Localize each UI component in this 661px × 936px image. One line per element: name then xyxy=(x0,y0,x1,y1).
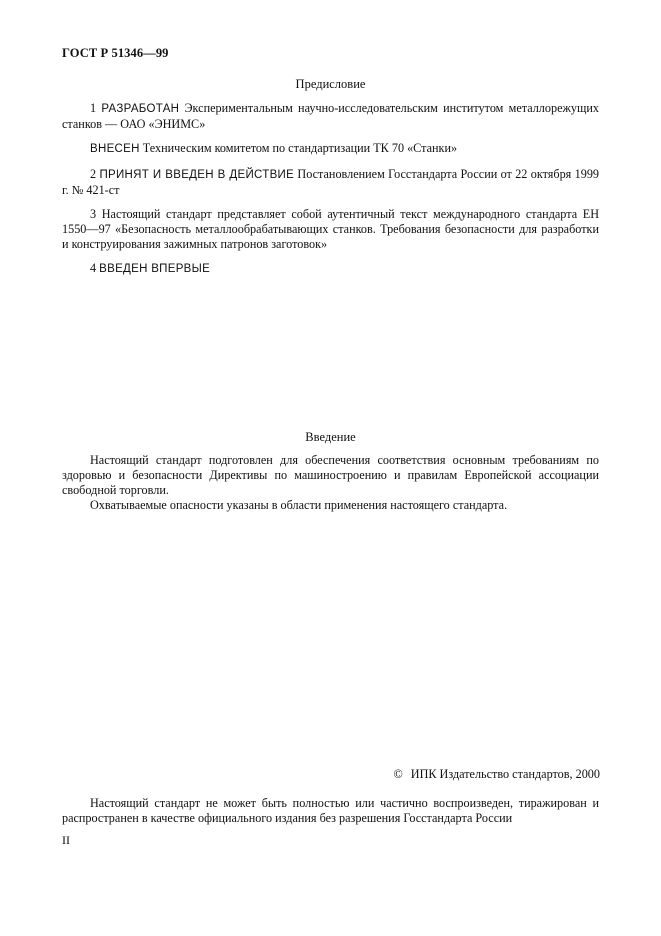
introduction-paragraph-1: Настоящий стандарт подготовлен для обеспечения соответствия основным требованиям по здоровью и безопасности Директивы по машиностроению и правилам Европейской ассоциации свободной торговли. xyxy=(62,453,599,497)
preface-item-first-introduced xyxy=(62,261,599,277)
item-caps-label: ВВЕДЕН ВПЕРВЫЕ xyxy=(99,263,211,275)
item-caps-label: ВНЕСЕН xyxy=(90,143,140,155)
introduction-paragraph-2: Охватываемые опасности указаны в области применения настоящего стандарта. xyxy=(90,498,508,512)
item-caps-label: ПРИНЯТ И ВВЕДЕН В ДЕЙСТВИЕ xyxy=(99,169,295,181)
preface-item-developed xyxy=(62,101,599,132)
reproduction-notice: Настоящий стандарт не может быть полностью или частично воспроизведен, тиражирован и распространен в качестве официального издания без разрешения Госстандарта России xyxy=(62,796,599,825)
copyright-text: ИПК Издательство стандартов, 2000 xyxy=(410,767,600,781)
document-header-id: ГОСТ Р 51346—99 xyxy=(62,46,169,60)
page-number: II xyxy=(62,833,70,847)
preface-item-authentic-text: 3 Настоящий стандарт представляет собой аутентичный текст международного стандарта ЕН 1550—97 «Безопасность металлообрабатывающих станков. Требования безопасности для разработки и конструирования зажимных патронов заготовок» xyxy=(62,207,599,251)
item-number: 4 xyxy=(90,261,97,275)
copyright-line xyxy=(394,767,601,782)
preface-item-adopted xyxy=(62,167,599,198)
item-text: Постановлением Госстандарта России от 22 октября 1999 г. № 421-ст xyxy=(62,167,600,197)
introduction-title: Введение xyxy=(305,430,356,444)
preface-item-introduced xyxy=(62,141,599,157)
copyright-symbol: © xyxy=(393,767,403,781)
item-caps-label: РАЗРАБОТАН xyxy=(101,103,180,115)
item-number: 1 xyxy=(90,101,97,115)
item-text: Экспериментальным научно-исследовательским институтом металлорежущих станков — ОАО «ЭНИМС» xyxy=(62,101,600,131)
item-text: Техническим комитетом по стандартизации ТК 70 «Станки» xyxy=(139,141,458,155)
item-number: 2 xyxy=(90,167,97,181)
preface-title: Предисловие xyxy=(295,77,366,91)
